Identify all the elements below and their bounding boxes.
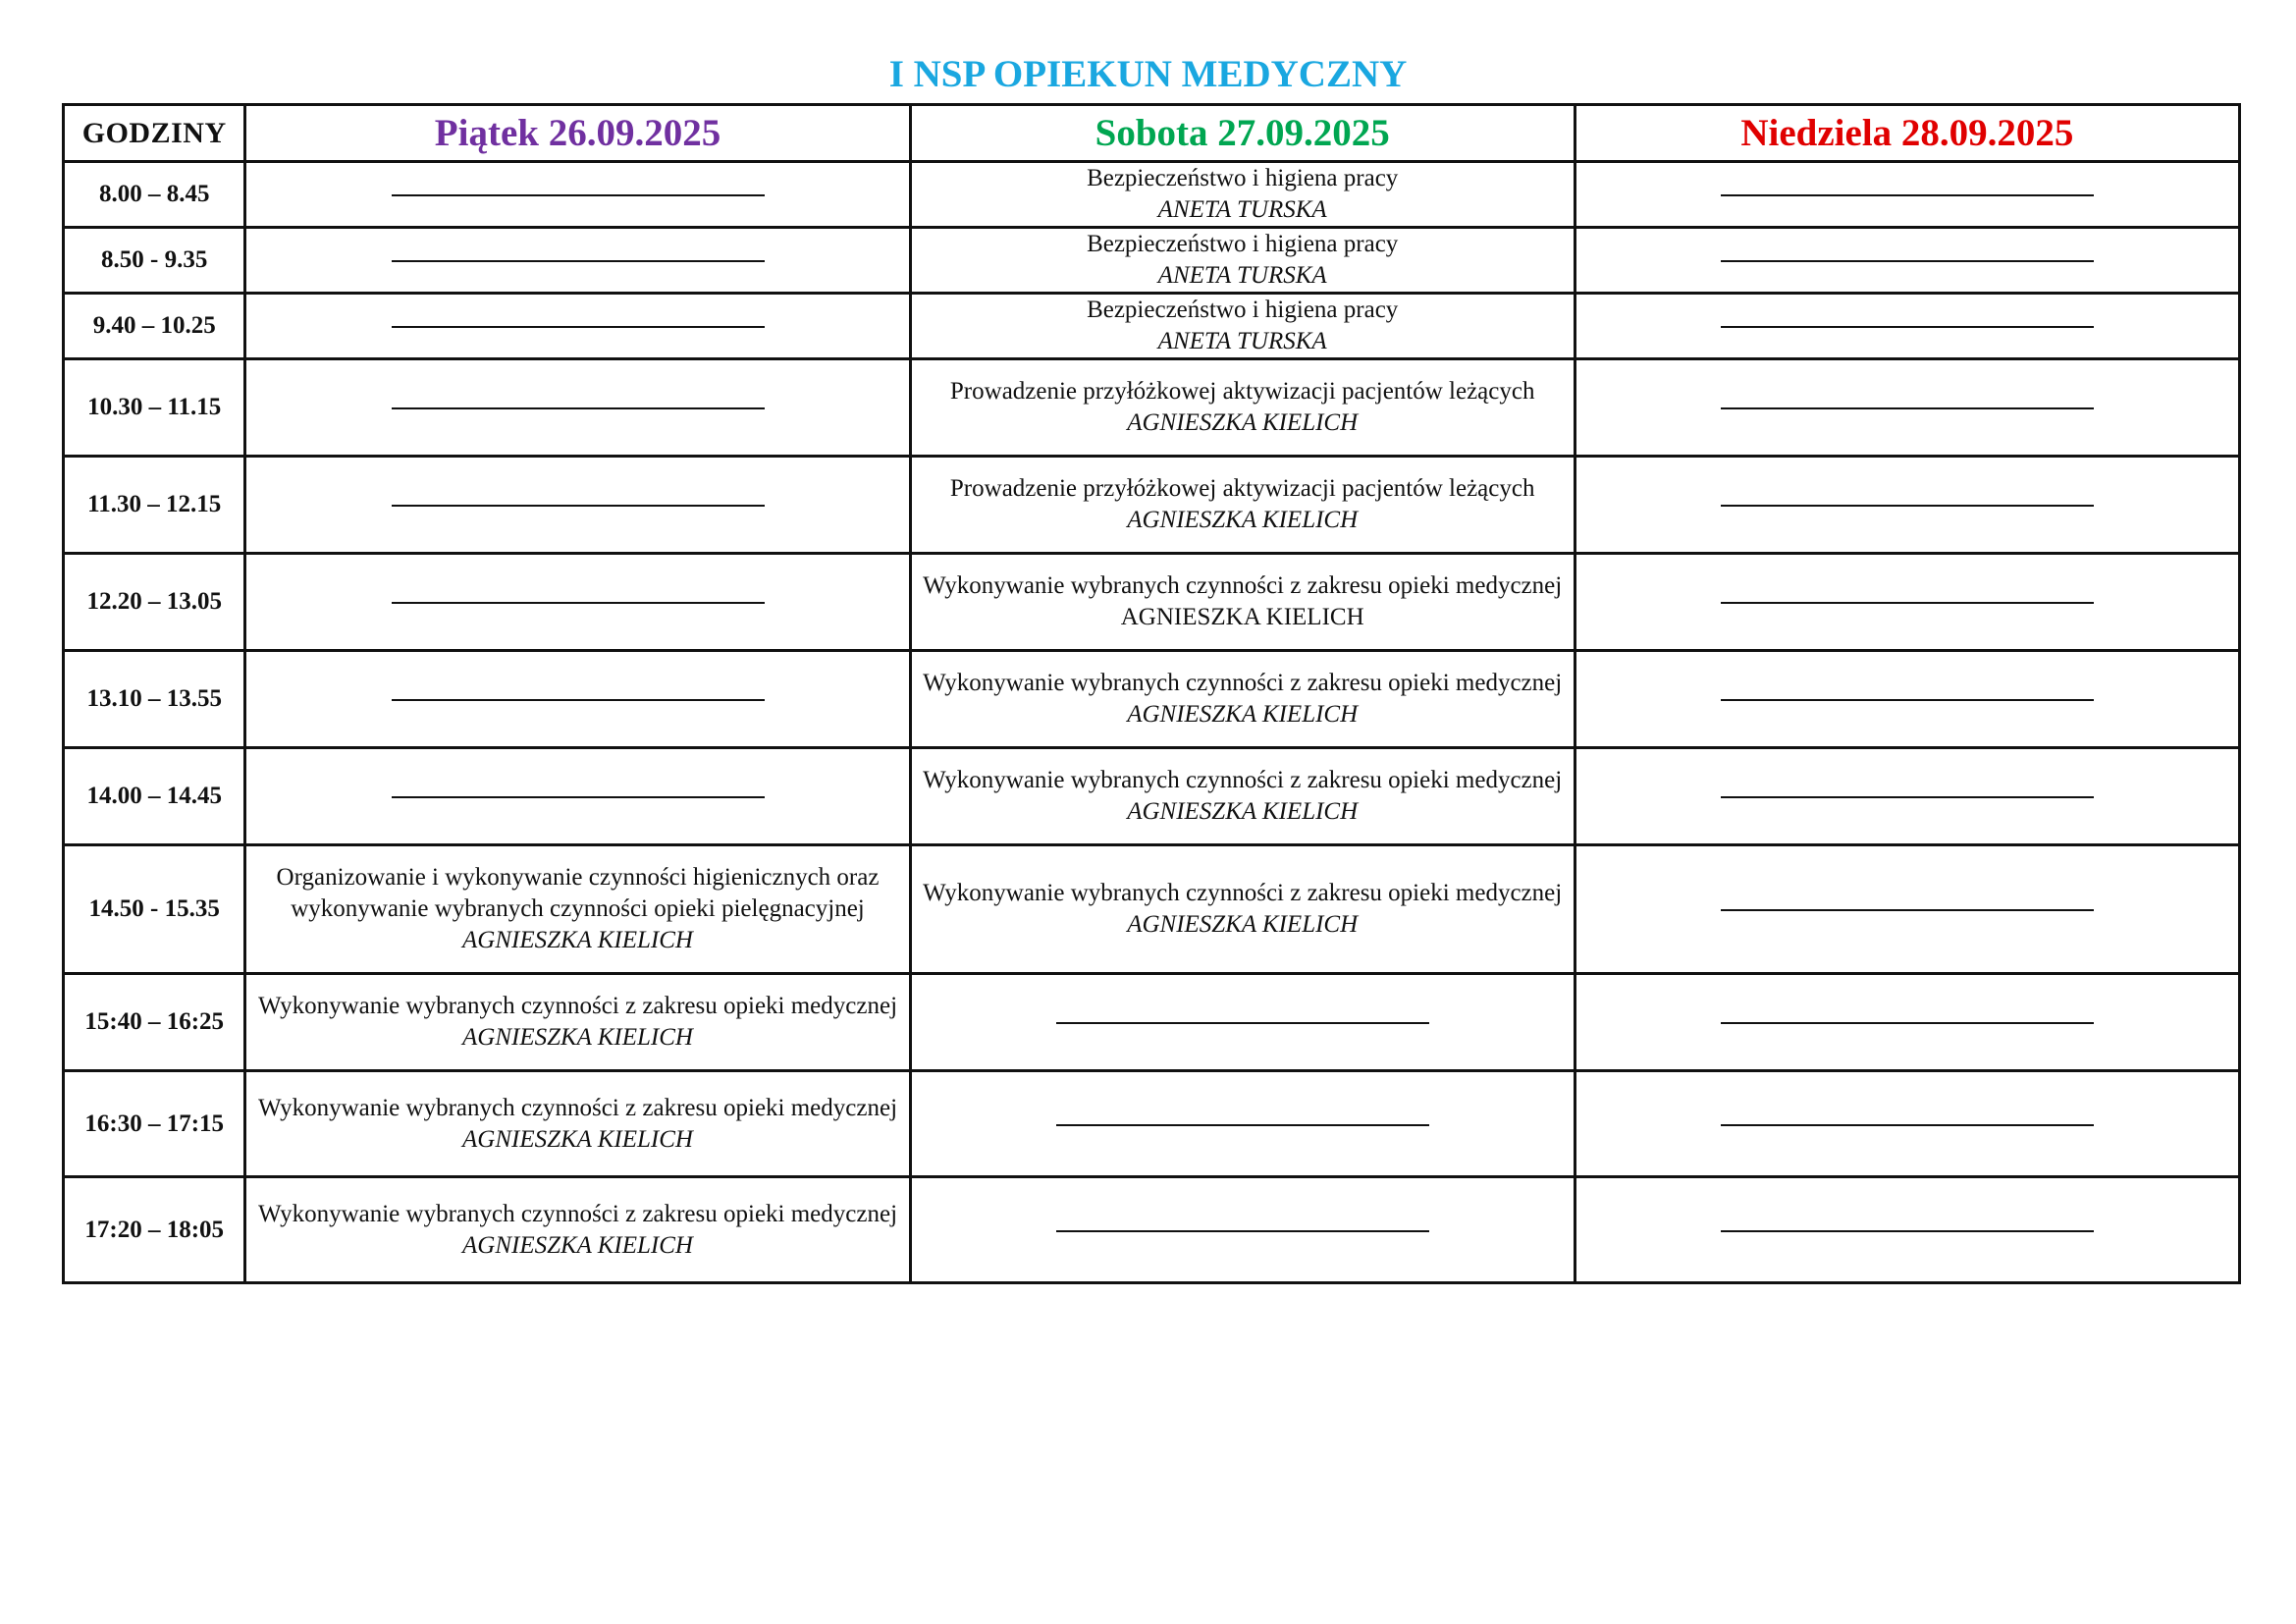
empty-slot-line bbox=[1721, 1124, 2094, 1126]
empty-slot-line bbox=[1721, 1230, 2094, 1232]
table-row bbox=[64, 162, 2240, 228]
header-row bbox=[64, 105, 2240, 162]
table-row bbox=[64, 554, 2240, 651]
empty-slot-line bbox=[1056, 1230, 1429, 1232]
subject-name: Wykonywanie wybranych czynności z zakresu opieki medycznej bbox=[257, 993, 898, 1019]
time-slot: 13.10 – 13.55 bbox=[64, 651, 245, 748]
subject-name: Wykonywanie wybranych czynności z zakresu opieki medycznej bbox=[923, 880, 1563, 906]
class-cell-saturday bbox=[910, 228, 1575, 294]
subject-name: Bezpieczeństwo i higiena pracy bbox=[1087, 231, 1399, 257]
class-cell-friday bbox=[245, 1071, 910, 1177]
empty-slot-line bbox=[392, 260, 765, 262]
empty-slot-line bbox=[392, 326, 765, 328]
empty-cell-sunday bbox=[1575, 228, 2239, 294]
empty-cell-sunday bbox=[1575, 1177, 2239, 1283]
empty-cell-friday bbox=[245, 651, 910, 748]
empty-slot-line bbox=[1721, 407, 2094, 409]
subject-name: Wykonywanie wybranych czynności z zakresu opieki medycznej bbox=[923, 670, 1563, 696]
empty-cell-sunday bbox=[1575, 1071, 2239, 1177]
empty-cell-sunday bbox=[1575, 457, 2239, 554]
empty-cell-friday bbox=[245, 162, 910, 228]
empty-cell-sunday bbox=[1575, 162, 2239, 228]
subject-name: Wykonywanie wybranych czynności z zakresu opieki medycznej bbox=[257, 1094, 898, 1121]
teacher-name: AGNIESZKA KIELICH bbox=[1120, 604, 1364, 630]
page-title: I NSP OPIEKUN MEDYCZNY bbox=[888, 53, 1408, 95]
teacher-name: AGNIESZKA KIELICH bbox=[1127, 701, 1359, 728]
empty-slot-line bbox=[392, 699, 765, 701]
teacher-name: AGNIESZKA KIELICH bbox=[1127, 507, 1359, 533]
table-row bbox=[64, 359, 2240, 457]
subject-name: Wykonywanie wybranych czynności z zakresu opieki medycznej bbox=[923, 572, 1563, 599]
teacher-name: AGNIESZKA KIELICH bbox=[1127, 409, 1359, 436]
empty-cell-sunday bbox=[1575, 554, 2239, 651]
subject-name: Organizowanie i wykonywanie czynności higienicznych oraz wykonywanie wybranych czynności opieki pielęgnacyjnej bbox=[276, 864, 880, 922]
empty-slot-line bbox=[392, 796, 765, 798]
header-day-friday: Piątek 26.09.2025 bbox=[245, 105, 910, 162]
empty-slot-line bbox=[392, 194, 765, 196]
table-row bbox=[64, 845, 2240, 974]
empty-slot-line bbox=[1721, 602, 2094, 604]
class-cell-saturday bbox=[910, 651, 1575, 748]
teacher-name: AGNIESZKA KIELICH bbox=[462, 1125, 693, 1153]
teacher-name: AGNIESZKA KIELICH bbox=[462, 1231, 693, 1259]
empty-cell-friday bbox=[245, 294, 910, 359]
teacher-name: AGNIESZKA KIELICH bbox=[1127, 911, 1359, 938]
subject-name: Bezpieczeństwo i higiena pracy bbox=[1087, 165, 1399, 191]
empty-cell-sunday bbox=[1575, 651, 2239, 748]
time-slot: 15:40 – 16:25 bbox=[64, 974, 245, 1071]
time-slot: 14.00 – 14.45 bbox=[64, 748, 245, 845]
teacher-name: AGNIESZKA KIELICH bbox=[1127, 798, 1359, 825]
empty-slot-line bbox=[1721, 505, 2094, 507]
empty-slot-line bbox=[392, 505, 765, 507]
schedule-table bbox=[62, 103, 2241, 1284]
time-slot: 12.20 – 13.05 bbox=[64, 554, 245, 651]
table-row bbox=[64, 294, 2240, 359]
table-row bbox=[64, 457, 2240, 554]
table-row bbox=[64, 1071, 2240, 1177]
empty-cell-friday bbox=[245, 748, 910, 845]
header-day-saturday: Sobota 27.09.2025 bbox=[910, 105, 1575, 162]
class-cell-saturday bbox=[910, 845, 1575, 974]
time-slot: 11.30 – 12.15 bbox=[64, 457, 245, 554]
empty-cell-sunday bbox=[1575, 294, 2239, 359]
time-slot: 8.50 - 9.35 bbox=[64, 228, 245, 294]
class-cell-saturday bbox=[910, 294, 1575, 359]
empty-slot-line bbox=[1721, 260, 2094, 262]
empty-slot-line bbox=[1721, 909, 2094, 911]
time-slot: 17:20 – 18:05 bbox=[64, 1177, 245, 1283]
teacher-name: ANETA TURSKA bbox=[1157, 262, 1327, 289]
empty-cell-friday bbox=[245, 457, 910, 554]
teacher-name: ANETA TURSKA bbox=[1157, 196, 1327, 223]
empty-cell-saturday bbox=[910, 1177, 1575, 1283]
empty-slot-line bbox=[392, 407, 765, 409]
header-time: GODZINY bbox=[64, 105, 245, 162]
empty-cell-friday bbox=[245, 359, 910, 457]
time-slot: 14.50 - 15.35 bbox=[64, 845, 245, 974]
empty-cell-sunday bbox=[1575, 845, 2239, 974]
empty-cell-friday bbox=[245, 228, 910, 294]
table-row bbox=[64, 228, 2240, 294]
class-cell-friday bbox=[245, 1177, 910, 1283]
time-slot: 10.30 – 11.15 bbox=[64, 359, 245, 457]
teacher-name: AGNIESZKA KIELICH bbox=[462, 1024, 693, 1051]
subject-name: Bezpieczeństwo i higiena pracy bbox=[1087, 297, 1399, 323]
class-cell-saturday bbox=[910, 457, 1575, 554]
empty-cell-saturday bbox=[910, 974, 1575, 1071]
empty-slot-line bbox=[392, 602, 765, 604]
empty-slot-line bbox=[1056, 1124, 1429, 1126]
class-cell-saturday bbox=[910, 554, 1575, 651]
subject-name: Prowadzenie przyłóżkowej aktywizacji pacjentów leżących bbox=[949, 475, 1535, 502]
empty-cell-sunday bbox=[1575, 748, 2239, 845]
table-row bbox=[64, 748, 2240, 845]
class-cell-saturday bbox=[910, 748, 1575, 845]
subject-name: Wykonywanie wybranych czynności z zakresu opieki medycznej bbox=[257, 1200, 898, 1227]
table-row bbox=[64, 1177, 2240, 1283]
empty-slot-line bbox=[1721, 1022, 2094, 1024]
empty-cell-sunday bbox=[1575, 359, 2239, 457]
empty-slot-line bbox=[1721, 796, 2094, 798]
time-slot: 16:30 – 17:15 bbox=[64, 1071, 245, 1177]
subject-name: Wykonywanie wybranych czynności z zakresu opieki medycznej bbox=[923, 767, 1563, 793]
teacher-name: ANETA TURSKA bbox=[1157, 328, 1327, 354]
teacher-name: AGNIESZKA KIELICH bbox=[462, 927, 693, 953]
subject-name: Prowadzenie przyłóżkowej aktywizacji pacjentów leżących bbox=[949, 378, 1535, 405]
empty-slot-line bbox=[1721, 194, 2094, 196]
empty-cell-sunday bbox=[1575, 974, 2239, 1071]
time-slot: 8.00 – 8.45 bbox=[64, 162, 245, 228]
table-row bbox=[64, 974, 2240, 1071]
class-cell-friday bbox=[245, 845, 910, 974]
empty-cell-saturday bbox=[910, 1071, 1575, 1177]
time-slot: 9.40 – 10.25 bbox=[64, 294, 245, 359]
header-day-sunday: Niedziela 28.09.2025 bbox=[1575, 105, 2239, 162]
class-cell-saturday bbox=[910, 162, 1575, 228]
class-cell-saturday bbox=[910, 359, 1575, 457]
empty-slot-line bbox=[1721, 699, 2094, 701]
empty-slot-line bbox=[1056, 1022, 1429, 1024]
table-row bbox=[64, 651, 2240, 748]
class-cell-friday bbox=[245, 974, 910, 1071]
schedule-body bbox=[64, 162, 2240, 1283]
empty-cell-friday bbox=[245, 554, 910, 651]
empty-slot-line bbox=[1721, 326, 2094, 328]
